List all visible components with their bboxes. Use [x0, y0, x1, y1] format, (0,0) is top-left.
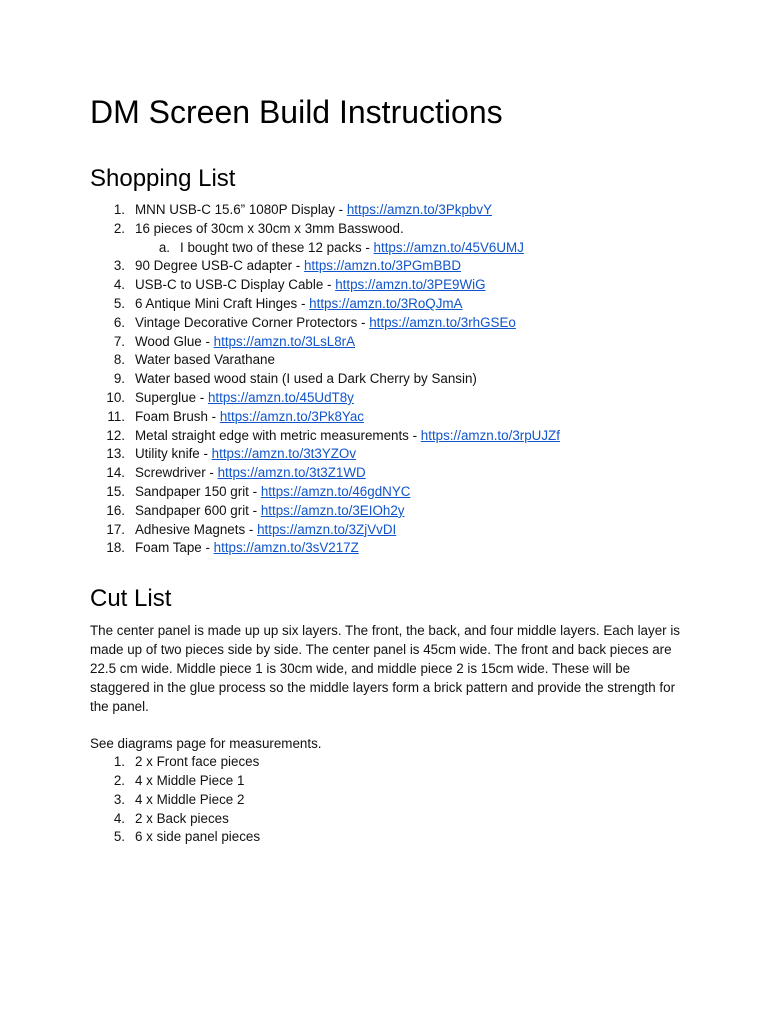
item-separator: - — [334, 202, 347, 217]
list-number: 13. — [106, 446, 125, 462]
item-separator: - — [248, 483, 261, 499]
cut-list-description: The center panel is made up up six layers. The front, the back, and four middle layers. Each layer is made up of two pieces side by side. The center panel is 45cm wide. The front and back pieces are 22.5 cm wide. Middle piece 1 is 30cm wide, and middle piece 2 is 15cm wide. These will be staggered in the glue process so the middle layers form a brick pattern and provide the strength for the panel. — [90, 623, 680, 715]
list-number: 1. — [113, 754, 125, 770]
item-text: Sandpaper 600 grit — [135, 502, 249, 518]
list-number: 5. — [113, 295, 125, 311]
list-number: 9. — [113, 371, 125, 387]
item-text: Sandpaper 150 grit — [135, 483, 249, 499]
product-link[interactable]: https://amzn.to/3EIOh2y — [260, 502, 405, 518]
cut-list — [90, 753, 690, 847]
list-number: 2. — [113, 772, 125, 788]
item-text: Metal straight edge with metric measurements — [135, 427, 409, 443]
item-text: 4 x Middle Piece 1 — [135, 772, 245, 788]
item-text: Foam Tape — [135, 540, 202, 556]
product-link[interactable]: https://amzn.to/45UdT8y — [207, 389, 354, 405]
product-link[interactable]: https://amzn.to/45V6UMJ — [373, 239, 524, 255]
list-item — [90, 791, 690, 810]
item-separator: - — [196, 389, 208, 405]
item-text: Water based wood stain (I used a Dark Cherry by Sansin) — [135, 371, 477, 387]
item-separator: - — [357, 314, 370, 330]
item-text: 2 x Back pieces — [135, 810, 229, 826]
item-separator: - — [199, 446, 212, 462]
list-number: 4. — [113, 277, 125, 293]
list-number: 8. — [113, 352, 125, 368]
list-number: 1. — [113, 202, 125, 217]
product-link[interactable]: https://amzn.to/3PkpbvY — [346, 202, 492, 217]
document-title: DM Screen Build Instructions — [90, 94, 503, 130]
list-number: 7. — [113, 333, 125, 349]
list-number: a. — [158, 239, 170, 255]
product-link[interactable]: https://amzn.to/3rpUJZf — [420, 427, 560, 443]
list-item — [90, 464, 690, 483]
item-separator: - — [248, 502, 261, 518]
item-separator: - — [408, 427, 421, 443]
diagrams-note: See diagrams page for measurements. — [90, 736, 322, 752]
list-number: 17. — [106, 521, 125, 537]
item-text: MNN USB-C 15.6” 1080P Display — [135, 202, 335, 217]
list-number: 12. — [106, 427, 125, 443]
product-link[interactable]: https://amzn.to/3PE9WiG — [335, 277, 486, 293]
item-text: 2 x Front face pieces — [135, 754, 260, 770]
cut-list-heading: Cut List — [90, 585, 172, 613]
list-number: 15. — [106, 483, 125, 499]
product-link[interactable]: https://amzn.to/3LsL8rA — [213, 333, 356, 349]
list-number: 18. — [106, 540, 125, 556]
item-text: Superglue — [135, 389, 197, 405]
item-separator: - — [207, 408, 220, 424]
item-separator: - — [323, 277, 336, 293]
product-link[interactable]: https://amzn.to/3t3YZOv — [211, 446, 357, 462]
sub-list-item — [135, 239, 690, 258]
item-text: 4 x Middle Piece 2 — [135, 791, 245, 807]
list-item — [90, 810, 690, 829]
item-text: Utility knife — [135, 446, 200, 462]
list-item — [90, 445, 690, 464]
item-separator: - — [201, 540, 214, 556]
list-item — [90, 220, 690, 258]
list-item — [90, 427, 690, 446]
list-item — [90, 351, 690, 370]
list-item — [90, 772, 690, 791]
list-number: 11. — [107, 408, 125, 424]
item-text: 90 Degree USB-C adapter — [135, 258, 293, 274]
item-separator: - — [245, 521, 258, 537]
sub-list — [135, 239, 690, 258]
item-text: Water based Varathane — [135, 352, 275, 368]
product-link[interactable]: https://amzn.to/3t3Z1WD — [217, 465, 366, 481]
item-text: I bought two of these 12 packs — [180, 239, 362, 255]
list-number: 10. — [106, 389, 125, 405]
list-item — [90, 257, 690, 276]
list-item — [90, 201, 690, 220]
shopping-list-heading: Shopping List — [90, 165, 236, 192]
product-link[interactable]: https://amzn.to/3RoQJmA — [309, 295, 463, 311]
list-item — [90, 389, 690, 408]
item-separator: - — [205, 465, 218, 481]
item-separator: - — [201, 333, 214, 349]
item-text: Adhesive Magnets — [135, 521, 246, 537]
item-separator: - — [292, 258, 304, 274]
item-text: 16 pieces of 30cm x 30cm x 3mm Basswood. — [135, 220, 404, 236]
list-number: 5. — [113, 829, 125, 845]
item-separator: - — [297, 295, 310, 311]
list-item — [90, 539, 690, 558]
item-text: Foam Brush — [135, 408, 208, 424]
product-link[interactable]: https://amzn.to/3rhGSEo — [369, 314, 516, 330]
list-item — [90, 370, 690, 389]
list-item — [90, 314, 690, 333]
list-item — [90, 295, 690, 314]
list-item — [90, 276, 690, 295]
product-link[interactable]: https://amzn.to/46gdNYC — [260, 483, 411, 499]
product-link[interactable]: https://amzn.to/3Pk8Yac — [219, 408, 364, 424]
list-number: 4. — [113, 810, 125, 826]
list-item — [90, 521, 690, 540]
product-link[interactable]: https://amzn.to/3ZjVvDI — [257, 521, 397, 537]
list-item — [90, 408, 690, 427]
list-number: 6. — [113, 314, 125, 330]
list-number: 2. — [113, 220, 125, 236]
list-number: 3. — [113, 791, 125, 807]
document-page — [90, 90, 690, 847]
item-text: 6 Antique Mini Craft Hinges — [135, 295, 298, 311]
list-number: 3. — [113, 258, 125, 274]
item-separator: - — [361, 239, 374, 255]
item-text: Screwdriver — [135, 465, 206, 481]
shopping-list — [90, 201, 690, 558]
list-item — [90, 483, 690, 502]
item-text: 6 x side panel pieces — [135, 829, 261, 845]
item-text: Vintage Decorative Corner Protectors — [135, 314, 358, 330]
item-text: Wood Glue — [135, 333, 202, 349]
item-text: USB-C to USB-C Display Cable — [135, 277, 324, 293]
list-number: 14. — [106, 465, 125, 481]
list-number: 16. — [106, 502, 125, 518]
list-item — [90, 753, 690, 772]
list-item — [90, 502, 690, 521]
list-item — [90, 828, 690, 847]
product-link[interactable]: https://amzn.to/3sV217Z — [213, 540, 359, 556]
list-item — [90, 333, 690, 352]
product-link[interactable]: https://amzn.to/3PGmBBD — [303, 258, 461, 274]
